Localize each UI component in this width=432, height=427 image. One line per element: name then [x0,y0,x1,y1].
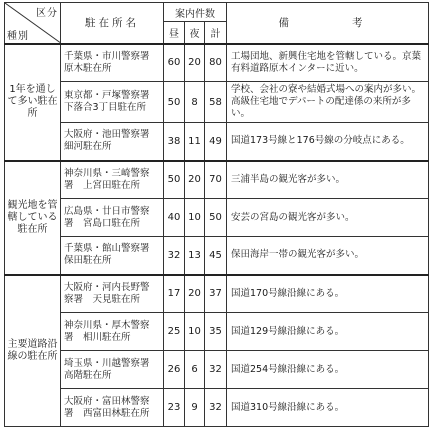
remarks-cell: 国道170号線沿線にある。 [227,275,429,313]
remarks-cell: 保田海岸一帯の観光客が多い。 [227,237,429,275]
location-cell: 大阪府・池田警察署 細河駐在所 [61,123,164,161]
total-count-cell: 32 [205,351,227,389]
remarks-cell: 三浦半島の観光客が多い。 [227,161,429,199]
location-cell: 千葉県・館山警察署 保田駐在所 [61,237,164,275]
total-count-cell: 32 [205,389,227,427]
remarks-cell: 国道173号線と176号線の分岐点にある。 [227,123,429,161]
night-count-cell: 10 [185,199,205,237]
remarks-cell: 国道310号線沿線にある。 [227,389,429,427]
table-row [5,313,429,351]
location-cell: 千葉県・市川警察署 原木駐在所 [61,44,164,82]
day-count-cell: 23 [164,389,185,427]
total-count-cell: 45 [205,237,227,275]
remarks-column-header: 備 考 [227,3,429,44]
table-row [5,389,429,427]
corner-bottom-label: 種別 [7,30,29,42]
total-count-cell: 49 [205,123,227,161]
night-count-cell: 10 [185,313,205,351]
total-count-cell: 58 [205,82,227,123]
night-count-cell: 6 [185,351,205,389]
location-cell: 広島県・廿日市警察 署 宮島口駐在所 [61,199,164,237]
day-count-cell: 32 [164,237,185,275]
table-row [5,237,429,275]
remarks-cell: 国道254号線沿線にある。 [227,351,429,389]
night-count-cell: 20 [185,44,205,82]
table-row [5,123,429,161]
day-count-cell: 38 [164,123,185,161]
remarks-cell: 安芸の宮島の観光客が多い。 [227,199,429,237]
night-count-cell: 8 [185,82,205,123]
total-count-cell: 70 [205,161,227,199]
total-column-header: 計 [205,22,227,44]
total-count-cell: 50 [205,199,227,237]
table-row [5,82,429,123]
day-count-cell: 50 [164,82,185,123]
table-row [5,351,429,389]
location-cell: 埼玉県・川越警察署 高階駐在所 [61,351,164,389]
day-count-cell: 26 [164,351,185,389]
night-count-cell: 20 [185,275,205,313]
location-cell: 東京都・戸塚警察署 下落合3丁目駐在所 [61,82,164,123]
remarks-cell: 国道129号線沿線にある。 [227,313,429,351]
table-body [5,3,429,427]
remarks-cell: 工場団地、新興住宅地を管轄している。京葉有料道路原木インターに近い。 [227,44,429,82]
day-count-cell: 17 [164,275,185,313]
day-column-header: 昼 [164,22,185,44]
location-cell: 神奈川県・厚木警察 署 相川駐在所 [61,313,164,351]
night-count-cell: 13 [185,237,205,275]
night-count-cell: 20 [185,161,205,199]
corner-top-label: 区分 [36,8,58,19]
night-count-cell: 9 [185,389,205,427]
location-column-header: 駐在所名 [61,3,164,44]
day-count-cell: 60 [164,44,185,82]
day-count-cell: 40 [164,199,185,237]
table-row [5,275,429,313]
corner-header-cell [5,3,61,44]
remarks-cell: 学校、会社の寮や結婚式場への案内が多い。高級住宅地でデパートの配達係の来所が多い。 [227,82,429,123]
night-count-cell: 11 [185,123,205,161]
total-count-cell: 35 [205,313,227,351]
day-count-cell: 25 [164,313,185,351]
location-cell: 大阪府・富田林警察 署 西富田林駐在所 [61,389,164,427]
police-box-table [4,2,429,427]
category-cell: 主要道路沿線の駐在所 [5,275,61,427]
night-column-header: 夜 [185,22,205,44]
location-cell: 大阪府・河内長野警 察署 天見駐在所 [61,275,164,313]
category-cell: 1年を通して多い駐在所 [5,44,61,161]
location-cell: 神奈川県・三崎警察 署 上宮田駐在所 [61,161,164,199]
table-row [5,44,429,82]
table-row [5,161,429,199]
total-count-cell: 37 [205,275,227,313]
day-count-cell: 50 [164,161,185,199]
table-row [5,199,429,237]
total-count-cell: 80 [205,44,227,82]
category-cell: 観光地を管轄している駐在所 [5,161,61,275]
counts-group-header: 案内件数 [164,3,227,22]
